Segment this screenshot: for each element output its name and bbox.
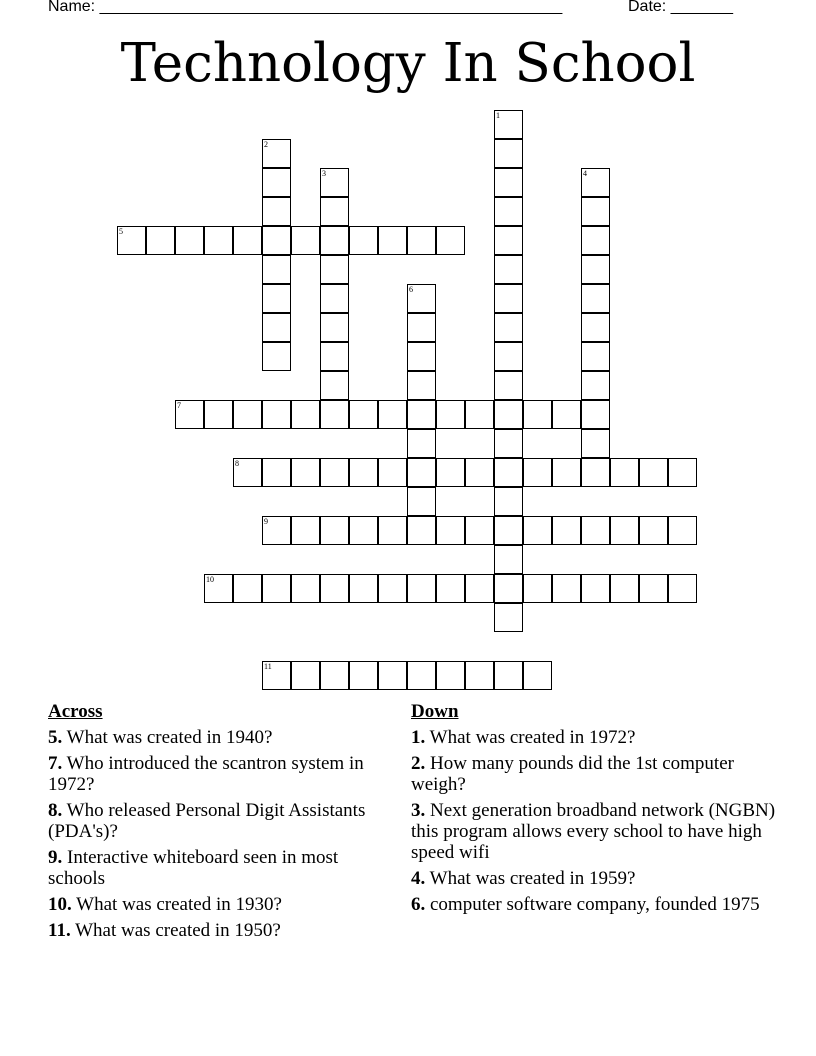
down-clue bbox=[411, 868, 783, 889]
grid-cell[interactable] bbox=[436, 400, 465, 429]
grid-cell[interactable] bbox=[494, 226, 523, 255]
page-title: Technology In School bbox=[120, 33, 696, 94]
cell-number: 1 bbox=[496, 111, 500, 120]
grid-cell[interactable] bbox=[262, 168, 291, 197]
grid-cell[interactable] bbox=[262, 197, 291, 226]
cell-number: 10 bbox=[206, 575, 214, 584]
grid-cell[interactable] bbox=[291, 574, 320, 603]
grid-cell[interactable] bbox=[523, 458, 552, 487]
grid-cell[interactable] bbox=[204, 226, 233, 255]
grid-cell[interactable] bbox=[407, 342, 436, 371]
grid-cell[interactable] bbox=[291, 400, 320, 429]
grid-cell[interactable] bbox=[175, 226, 204, 255]
grid-cell[interactable] bbox=[320, 226, 349, 255]
cell-number: 3 bbox=[322, 169, 326, 178]
grid-cell[interactable] bbox=[552, 516, 581, 545]
grid-cell[interactable] bbox=[668, 516, 697, 545]
grid-cell[interactable] bbox=[262, 226, 291, 255]
clue-number: 5. bbox=[48, 727, 63, 748]
grid-cell[interactable] bbox=[233, 574, 262, 603]
grid-cell[interactable] bbox=[581, 429, 610, 458]
across-clue bbox=[48, 753, 398, 795]
grid-cell[interactable] bbox=[639, 516, 668, 545]
grid-cell[interactable] bbox=[494, 487, 523, 516]
cell-number: 9 bbox=[264, 517, 268, 526]
clue-number: 8. bbox=[48, 800, 63, 821]
grid-cell[interactable] bbox=[407, 661, 436, 690]
grid-cell[interactable] bbox=[494, 168, 523, 197]
clue-number: 7. bbox=[48, 753, 63, 774]
grid-cell[interactable] bbox=[494, 255, 523, 284]
grid-cell[interactable] bbox=[581, 284, 610, 313]
grid-cell[interactable] bbox=[552, 400, 581, 429]
grid-cell[interactable] bbox=[465, 574, 494, 603]
grid-cell[interactable] bbox=[639, 458, 668, 487]
clue-text: Who introduced the scantron system in 1972? bbox=[48, 753, 364, 795]
grid-cell[interactable] bbox=[407, 400, 436, 429]
grid-cell[interactable] bbox=[494, 458, 523, 487]
across-clue bbox=[48, 920, 398, 941]
grid-cell[interactable] bbox=[262, 313, 291, 342]
across-clue bbox=[48, 894, 398, 915]
grid-cell[interactable] bbox=[494, 574, 523, 603]
grid-cell[interactable] bbox=[610, 574, 639, 603]
cell-number: 11 bbox=[264, 662, 272, 671]
grid-cell[interactable] bbox=[407, 516, 436, 545]
clue-number: 4. bbox=[411, 868, 426, 889]
clue-number: 2. bbox=[411, 753, 426, 774]
grid-cell[interactable] bbox=[262, 574, 291, 603]
grid-cell[interactable] bbox=[581, 516, 610, 545]
clue-text: What was created in 1972? bbox=[429, 727, 636, 748]
across-heading: Across bbox=[48, 701, 103, 722]
clue-number: 10. bbox=[48, 894, 72, 915]
clue-number: 9. bbox=[48, 847, 63, 868]
across-clue bbox=[48, 800, 398, 842]
grid-cell[interactable] bbox=[494, 139, 523, 168]
grid-cell[interactable] bbox=[581, 313, 610, 342]
grid-cell[interactable] bbox=[581, 400, 610, 429]
grid-cell[interactable] bbox=[320, 574, 349, 603]
grid-cell[interactable] bbox=[320, 661, 349, 690]
grid-cell[interactable] bbox=[262, 661, 291, 690]
grid-cell[interactable] bbox=[262, 139, 291, 168]
grid-cell[interactable] bbox=[407, 458, 436, 487]
grid-cell[interactable] bbox=[494, 429, 523, 458]
grid-cell[interactable] bbox=[320, 342, 349, 371]
grid-cell[interactable] bbox=[320, 197, 349, 226]
grid-cell[interactable] bbox=[233, 458, 262, 487]
grid-cell[interactable] bbox=[262, 516, 291, 545]
grid-cell[interactable] bbox=[523, 661, 552, 690]
cell-number: 8 bbox=[235, 459, 239, 468]
grid-cell[interactable] bbox=[610, 516, 639, 545]
down-heading: Down bbox=[411, 701, 459, 722]
grid-cell[interactable] bbox=[320, 168, 349, 197]
grid-cell[interactable] bbox=[407, 487, 436, 516]
grid-cell[interactable] bbox=[378, 458, 407, 487]
grid-cell[interactable] bbox=[175, 400, 204, 429]
grid-cell[interactable] bbox=[291, 226, 320, 255]
grid-cell[interactable] bbox=[407, 429, 436, 458]
across-clue bbox=[48, 727, 398, 748]
grid-cell[interactable] bbox=[523, 400, 552, 429]
grid-cell[interactable] bbox=[581, 168, 610, 197]
grid-cell[interactable] bbox=[320, 284, 349, 313]
grid-cell[interactable] bbox=[523, 574, 552, 603]
cell-number: 7 bbox=[177, 401, 181, 410]
grid-cell[interactable] bbox=[581, 226, 610, 255]
grid-cell[interactable] bbox=[581, 197, 610, 226]
grid-cell[interactable] bbox=[465, 516, 494, 545]
down-clue bbox=[411, 800, 783, 863]
grid-cell[interactable] bbox=[320, 516, 349, 545]
clue-text: Who released Personal Digit Assistants (PDA's)? bbox=[48, 800, 366, 842]
cell-number: 5 bbox=[119, 227, 123, 236]
grid-cell[interactable] bbox=[610, 458, 639, 487]
clue-number: 11. bbox=[48, 920, 71, 941]
grid-cell[interactable] bbox=[494, 545, 523, 574]
grid-cell[interactable] bbox=[262, 400, 291, 429]
grid-cell[interactable] bbox=[494, 342, 523, 371]
grid-cell[interactable] bbox=[320, 400, 349, 429]
grid-cell[interactable] bbox=[668, 574, 697, 603]
grid-cell[interactable] bbox=[494, 603, 523, 632]
grid-cell[interactable] bbox=[378, 226, 407, 255]
grid-cell[interactable] bbox=[581, 255, 610, 284]
grid-cell[interactable] bbox=[436, 516, 465, 545]
clue-text: Next generation broadband network (NGBN) this program allows every school to have high speed wifi bbox=[411, 800, 776, 863]
grid-cell[interactable] bbox=[436, 458, 465, 487]
clue-number: 6. bbox=[411, 894, 426, 915]
grid-cell[interactable] bbox=[378, 574, 407, 603]
grid-cell[interactable] bbox=[668, 458, 697, 487]
clue-text: What was created in 1930? bbox=[76, 894, 282, 915]
grid-cell[interactable] bbox=[349, 400, 378, 429]
grid-cell[interactable] bbox=[639, 574, 668, 603]
clue-text: Interactive whiteboard seen in most schools bbox=[48, 847, 339, 889]
grid-cell[interactable] bbox=[320, 255, 349, 284]
grid-cell[interactable] bbox=[581, 371, 610, 400]
grid-cell[interactable] bbox=[146, 226, 175, 255]
down-clue bbox=[411, 727, 783, 748]
grid-cell[interactable] bbox=[494, 371, 523, 400]
across-clues bbox=[48, 701, 398, 946]
grid-cell[interactable] bbox=[407, 574, 436, 603]
name-field-label: Name: ____________________________________________________ bbox=[48, 0, 563, 15]
grid-cell[interactable] bbox=[378, 661, 407, 690]
grid-cell[interactable] bbox=[581, 342, 610, 371]
cell-number: 2 bbox=[264, 140, 268, 149]
grid-cell[interactable] bbox=[407, 313, 436, 342]
grid-cell[interactable] bbox=[494, 313, 523, 342]
grid-cell[interactable] bbox=[349, 661, 378, 690]
down-clue bbox=[411, 894, 783, 915]
grid-cell[interactable] bbox=[523, 516, 552, 545]
grid-cell[interactable] bbox=[204, 400, 233, 429]
cell-number: 4 bbox=[583, 169, 587, 178]
grid-cell[interactable] bbox=[378, 516, 407, 545]
clue-number: 1. bbox=[411, 727, 426, 748]
grid-cell[interactable] bbox=[233, 400, 262, 429]
clue-text: What was created in 1940? bbox=[66, 727, 273, 748]
grid-cell[interactable] bbox=[552, 574, 581, 603]
down-clue bbox=[411, 753, 783, 795]
grid-cell[interactable] bbox=[117, 226, 146, 255]
grid-cell[interactable] bbox=[494, 661, 523, 690]
grid-cell[interactable] bbox=[494, 400, 523, 429]
grid-cell[interactable] bbox=[407, 284, 436, 313]
grid-cell[interactable] bbox=[552, 458, 581, 487]
grid-cell[interactable] bbox=[291, 661, 320, 690]
grid-cell[interactable] bbox=[291, 458, 320, 487]
clue-text: computer software company, founded 1975 bbox=[430, 894, 760, 915]
grid-cell[interactable] bbox=[436, 574, 465, 603]
clue-text: What was created in 1959? bbox=[429, 868, 636, 889]
grid-cell[interactable] bbox=[262, 342, 291, 371]
grid-cell[interactable] bbox=[378, 400, 407, 429]
grid-cell[interactable] bbox=[581, 574, 610, 603]
down-clues bbox=[411, 701, 783, 920]
clue-number: 3. bbox=[411, 800, 426, 821]
grid-cell[interactable] bbox=[581, 458, 610, 487]
cell-number: 6 bbox=[409, 285, 413, 294]
grid-cell[interactable] bbox=[465, 661, 494, 690]
grid-cell[interactable] bbox=[349, 516, 378, 545]
grid-cell[interactable] bbox=[262, 458, 291, 487]
grid-cell[interactable] bbox=[233, 226, 262, 255]
grid-cell[interactable] bbox=[436, 226, 465, 255]
grid-cell[interactable] bbox=[436, 661, 465, 690]
date-field-label: Date: _______ bbox=[628, 0, 733, 15]
clue-text: What was created in 1950? bbox=[75, 920, 281, 941]
grid-cell[interactable] bbox=[494, 110, 523, 139]
grid-cell[interactable] bbox=[262, 255, 291, 284]
grid-cell[interactable] bbox=[465, 400, 494, 429]
grid-cell[interactable] bbox=[320, 313, 349, 342]
grid-cell[interactable] bbox=[204, 574, 233, 603]
across-clue bbox=[48, 847, 398, 889]
grid-cell[interactable] bbox=[494, 197, 523, 226]
grid-cell[interactable] bbox=[320, 371, 349, 400]
grid-cell[interactable] bbox=[407, 371, 436, 400]
grid-cell[interactable] bbox=[407, 226, 436, 255]
grid-cell[interactable] bbox=[349, 226, 378, 255]
grid-cell[interactable] bbox=[349, 574, 378, 603]
grid-cell[interactable] bbox=[349, 458, 378, 487]
clue-text: How many pounds did the 1st computer weigh? bbox=[411, 753, 734, 795]
grid-cell[interactable] bbox=[262, 284, 291, 313]
grid-cell[interactable] bbox=[291, 516, 320, 545]
grid-cell[interactable] bbox=[494, 516, 523, 545]
grid-cell[interactable] bbox=[320, 458, 349, 487]
grid-cell[interactable] bbox=[465, 458, 494, 487]
grid-cell[interactable] bbox=[494, 284, 523, 313]
